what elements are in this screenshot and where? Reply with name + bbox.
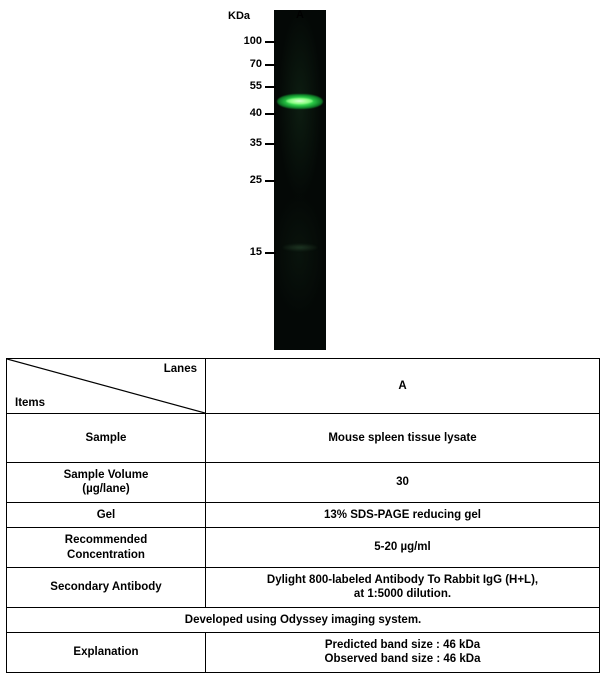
marker-tick-100 (265, 41, 276, 43)
faint-background-band (282, 244, 318, 251)
table-row-recommended-concentration (7, 528, 600, 568)
marker-tick-70 (265, 64, 276, 66)
explanation-predicted-band-size: Predicted band size : 46 kDa (324, 639, 481, 651)
row-label-recommended-concentration (7, 528, 206, 568)
table-row-developed-note (7, 607, 600, 632)
row-label-sample-volume (7, 463, 206, 503)
header-diagonal-cell (7, 359, 206, 414)
explanation-observed-band-size: Observed band size : 46 kDa (324, 653, 481, 666)
marker-label-25: 25 (249, 174, 262, 186)
marker-tick-55 (265, 86, 276, 88)
marker-tick-40 (265, 113, 276, 115)
blot-info-table (6, 358, 600, 673)
row-value-secondary-antibody (206, 567, 600, 607)
row-label-gel: Gel (7, 502, 206, 527)
row-value-secondary-antibody-line2: at 1:5000 dilution. (353, 588, 452, 601)
row-value-sample: Mouse spleen tissue lysate (206, 414, 600, 463)
blot-lane-strip (274, 10, 326, 350)
row-value-sample-volume: 30 (206, 463, 600, 503)
row-value-gel: 13% SDS-PAGE reducing gel (206, 502, 600, 527)
marker-label-40: 40 (249, 107, 262, 119)
marker-label-55: 55 (249, 80, 262, 92)
marker-label-35: 35 (249, 137, 262, 149)
table-row-explanation (7, 633, 600, 673)
row-label-sample-volume-line1: Sample Volume (63, 469, 149, 481)
marker-label-15: 15 (249, 246, 262, 258)
lane-label-a: A (296, 9, 304, 21)
row-label-sample-volume-line2: (µg/lane) (82, 483, 130, 496)
table-row-secondary-antibody (7, 567, 600, 607)
developed-note-cell: Developed using Odyssey imaging system. (7, 607, 600, 632)
table-row-sample (7, 414, 600, 463)
marker-tick-35 (265, 143, 276, 145)
table-row-gel (7, 502, 600, 527)
table-row-header (7, 359, 600, 414)
marker-label-70: 70 (249, 58, 262, 70)
row-label-recommended-line1: Recommended (64, 534, 148, 547)
row-value-secondary-antibody-line1: Dylight 800-labeled Antibody To Rabbit IgG (H+L), (266, 573, 539, 586)
row-label-sample: Sample (7, 414, 206, 463)
row-value-explanation (206, 633, 600, 673)
header-lanes-label: Lanes (163, 363, 197, 375)
marker-label-100: 100 (243, 35, 262, 47)
row-label-explanation: Explanation (7, 633, 206, 673)
row-label-recommended-line2: Concentration (67, 548, 145, 561)
kda-axis-title: KDa (228, 10, 251, 22)
row-value-recommended-concentration: 5-20 µg/ml (206, 528, 600, 568)
table-row-sample-volume (7, 463, 600, 503)
protein-band-core (286, 98, 313, 104)
header-items-label: Items (15, 396, 46, 409)
row-label-secondary-antibody: Secondary Antibody (7, 567, 206, 607)
marker-tick-15 (265, 252, 276, 254)
header-lane-a-cell: A (206, 359, 600, 414)
marker-tick-25 (265, 180, 276, 182)
